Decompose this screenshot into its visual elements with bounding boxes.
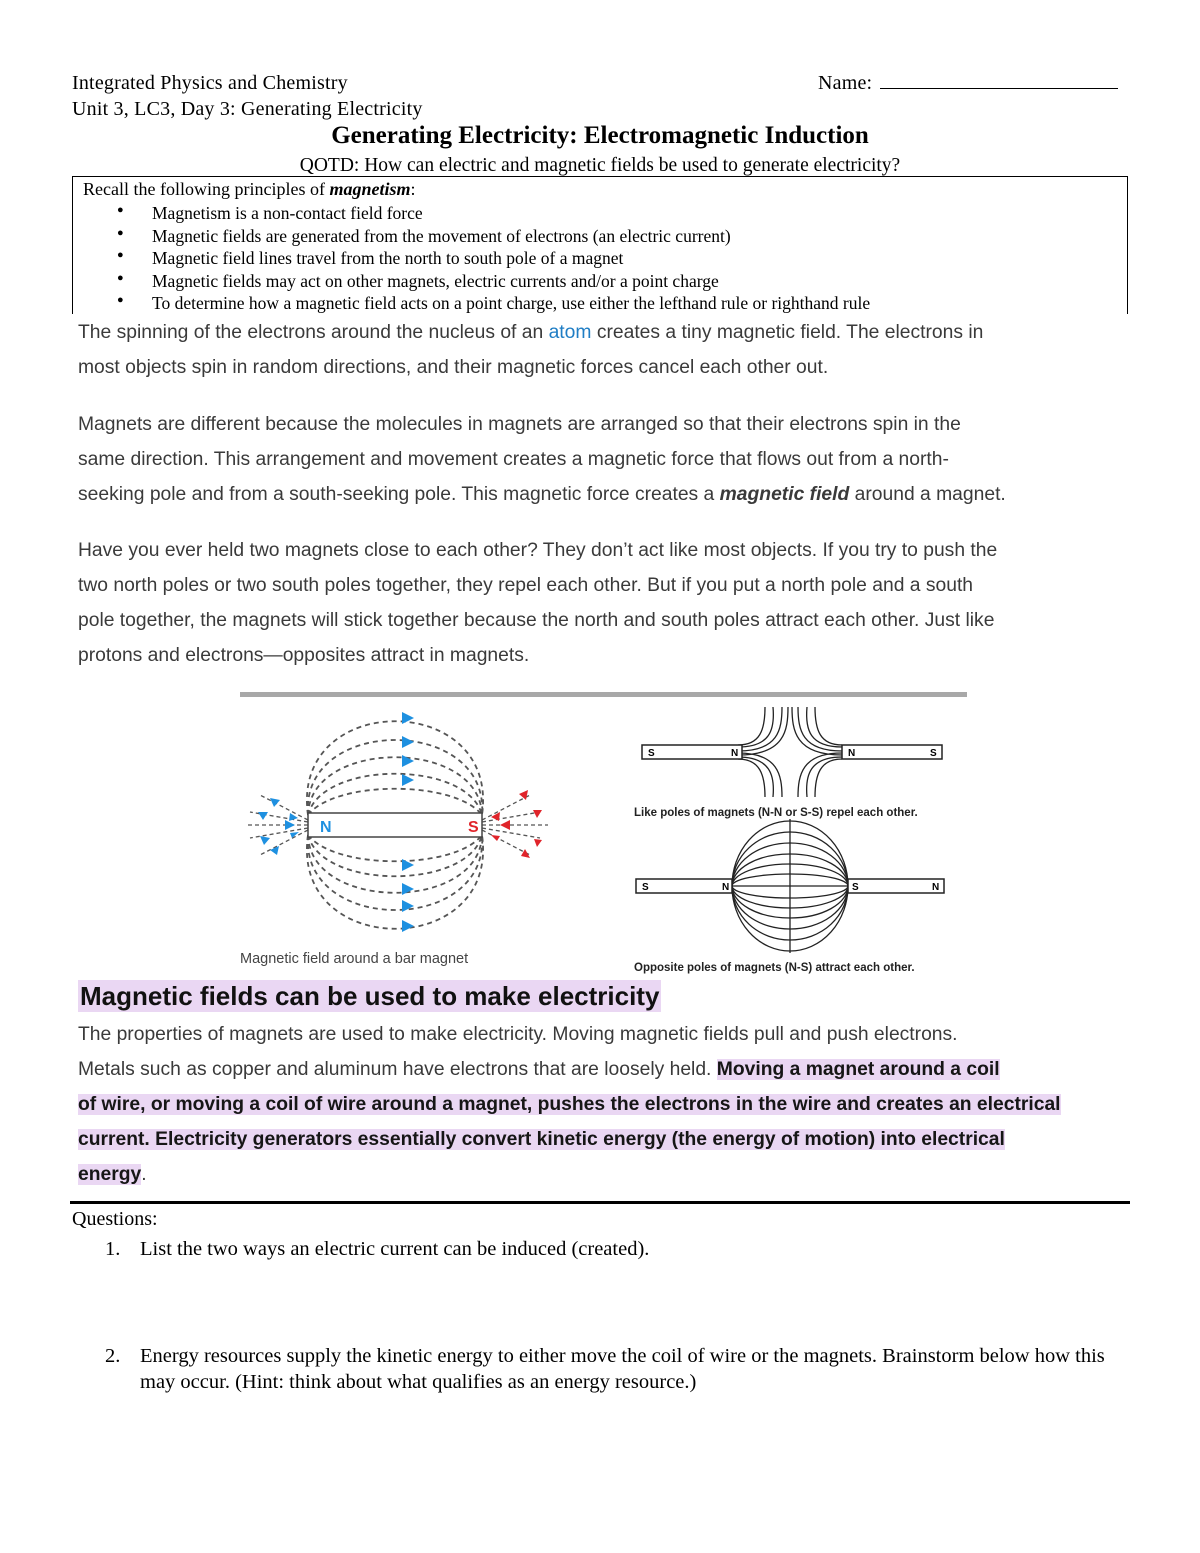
pole-label: N [848, 748, 856, 759]
paragraph-line: Have you ever held two magnets close to each other? They don’t act like most objects. If you try to push the [78, 540, 998, 561]
paragraph-line: protons and electrons—opposites attract in magnets. [78, 645, 530, 666]
text-span: . [141, 1164, 147, 1185]
paragraph-electricity [78, 1017, 1138, 1192]
recall-heading [83, 179, 415, 200]
opposite-poles-caption: Opposite poles of magnets (N-S) attract each other. [634, 962, 915, 974]
course-title: Integrated Physics and Chemistry [72, 72, 348, 94]
highlighted-text: current. Electricity generators essentially convert kinetic energy (the energy of motion) into electrical [78, 1129, 1005, 1150]
question-1 [105, 1236, 1145, 1266]
paragraph-poles [78, 533, 1138, 673]
question-number: 2. [105, 1345, 121, 1367]
paragraph-line: Magnets are different because the molecules in magnets are arranged so that their electrons spin in the [78, 414, 961, 435]
paragraph-line [78, 1122, 1138, 1157]
paragraph-line [78, 1052, 1138, 1087]
south-side-lines [482, 795, 548, 855]
pole-label: S [852, 882, 859, 893]
repel-field-lines [738, 707, 842, 797]
unit-label: Unit 3, LC3, Day 3: Generating Electricity [72, 98, 423, 120]
qotd: QOTD: How can electric and magnetic fields be used to generate electricity? [299, 155, 901, 176]
pole-label: N [722, 882, 730, 893]
recall-item: ● Magnetic field lines travel from the north to south pole of a magnet [73, 248, 870, 271]
bar-magnet-caption: Magnetic field around a bar magnet [240, 951, 469, 967]
section-heading: Magnetic fields can be used to make electricity [80, 981, 660, 1011]
paragraph-line [78, 477, 1138, 512]
pole-interaction-figure [630, 705, 960, 975]
question-text: List the two ways an electric current can be induced (created). [140, 1238, 650, 1260]
paragraph-line: two north poles or two south poles together, they repel each other. But if you put a north pole and a south [78, 575, 974, 596]
paragraph-magnets [78, 407, 1138, 512]
north-side-arrows [258, 798, 299, 855]
magnet-left-bottom [636, 879, 732, 893]
question-text: Energy resources supply the kinetic energy to either move the coil of wire or the magnets. Brainstorm below how this may occur. (Hint: think about what qualifies as an energy resource.) [140, 1345, 1105, 1393]
pole-label: N [932, 882, 940, 893]
section-divider [70, 1201, 1130, 1204]
question-2 [105, 1343, 1145, 1403]
recall-item: ● Magnetism is a non-contact field force [73, 203, 870, 226]
name-label: Name: [818, 72, 873, 94]
bar-magnet-south: S [468, 819, 479, 836]
atom-link[interactable]: atom [548, 322, 592, 343]
paragraph-line [78, 1157, 1138, 1192]
magnet-right-bottom [848, 879, 944, 893]
pole-label: S [648, 748, 655, 759]
paragraph-line: The properties of magnets are used to make electricity. Moving magnetic fields pull and push electrons. [78, 1024, 958, 1045]
highlighted-text: of wire, or moving a coil of wire around a magnet, pushes the electrons in the wire and creates an electrical [78, 1094, 1061, 1115]
text-span: creates a tiny magnetic field. The electrons in [596, 322, 984, 343]
magnet-left-top [642, 745, 742, 759]
bar-magnet-figure [230, 700, 560, 975]
recall-colon: : [410, 179, 416, 199]
magnetic-field-term: magnetic field [719, 484, 850, 505]
like-poles-caption: Like poles of magnets (N-N or S-S) repel each other. [634, 807, 918, 819]
questions-heading: Questions: [72, 1208, 158, 1230]
paragraph-atoms [78, 315, 1138, 385]
paragraph-line: same direction. This arrangement and movement creates a magnetic force that flows out from a north- [78, 449, 949, 470]
paragraph-line [78, 315, 1138, 350]
text-span: seeking pole and from a south-seeking pole. This magnetic force creates a [78, 484, 715, 505]
highlighted-text: Moving a magnet around a coil [716, 1059, 1000, 1080]
text-span: Metals such as copper and aluminum have electrons that are loosely held. [78, 1059, 712, 1080]
paragraph-line: most objects spin in random directions, and their magnetic forces cancel each other out. [78, 357, 829, 378]
bar-magnet [308, 813, 482, 837]
pole-label: S [930, 748, 937, 759]
recall-list [73, 203, 870, 316]
figure-top-rule [240, 692, 967, 697]
text-span: The spinning of the electrons around the nucleus of an [78, 322, 544, 343]
question-number: 1. [105, 1238, 121, 1260]
paragraph-line [78, 1087, 1138, 1122]
highlighted-text: energy [78, 1164, 142, 1185]
recall-intro: Recall the following principles of [83, 179, 325, 199]
pole-label: N [731, 748, 739, 759]
pole-label: S [642, 882, 649, 893]
recall-term: magnetism [329, 179, 411, 199]
name-field [818, 72, 1118, 95]
recall-item: ● Magnetic fields are generated from the movement of electrons (an electric current) [73, 226, 870, 249]
name-blank-line[interactable] [880, 74, 1118, 89]
recall-item: ● Magnetic fields may act on other magnets, electric currents and/or a point charge [73, 271, 870, 294]
attract-field-lines [732, 819, 848, 953]
text-span: around a magnet. [854, 484, 1006, 505]
page-title: Generating Electricity: Electromagnetic Induction [331, 122, 869, 149]
bar-magnet-north: N [320, 819, 332, 836]
paragraph-line: pole together, the magnets will stick together because the north and south poles attract each other. Just like [78, 610, 995, 631]
magnet-right-top [842, 745, 942, 759]
recall-box [72, 176, 1128, 314]
recall-item: ● To determine how a magnetic field acts on a point charge, use either the lefthand rule or righthand rule [73, 293, 870, 316]
